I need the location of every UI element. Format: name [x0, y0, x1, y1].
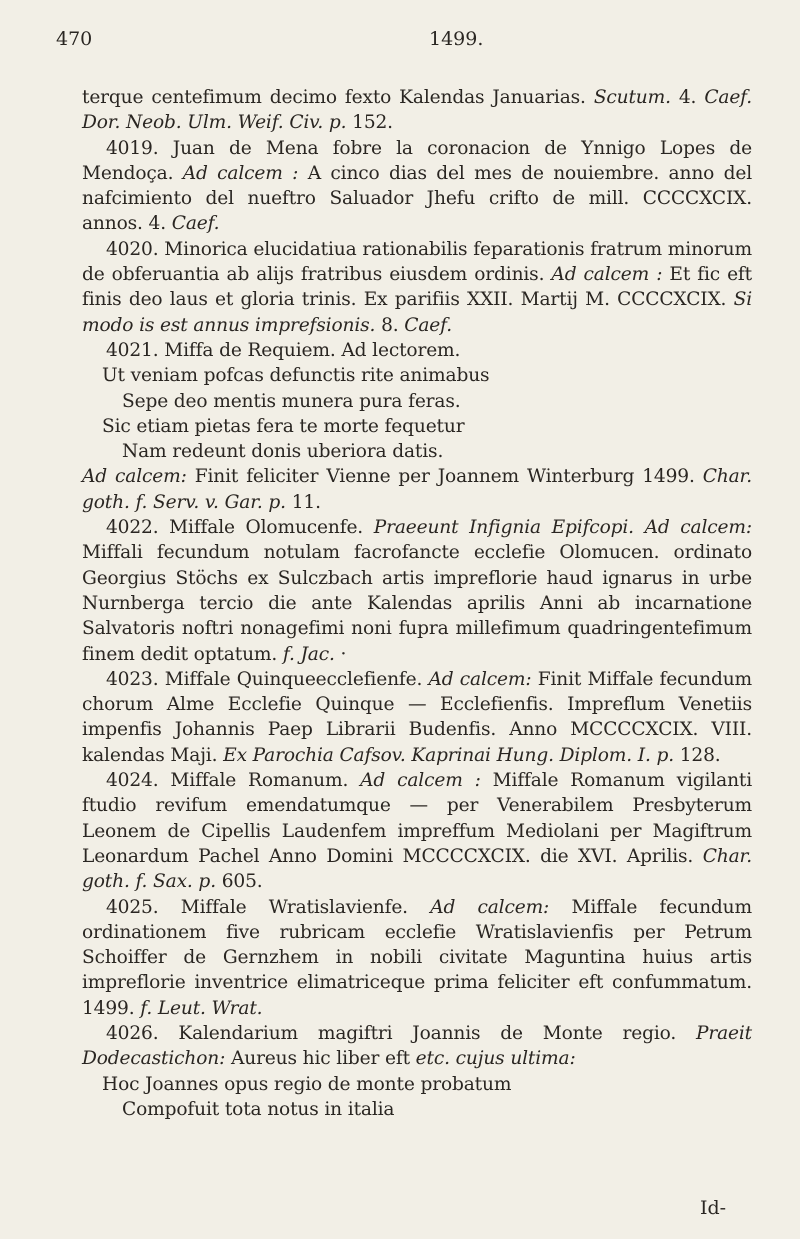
verse-line: Sepe deo mentis munera pura feras.: [122, 390, 461, 412]
catalogue-text: [82, 85, 752, 1122]
entry-4022: 4022. Miffale Olomucenfe. Praeeunt Infignia Epifcopi. Ad calcem: Miffali fecundum notulam facrofancte ecclefie Olomucen. ordinato Georgius Stöchs ex Sulczbach artis impreflorie haud ignarus in urbe Nurnberga tercio die ante Kalendas aprilis Anni ab incarnatione Salvatoris noftri nonagefimi noni fupra millefimum quadringentefimum finem dedit optatum. f. Jac. ·: [82, 517, 752, 665]
entry-4026: 4026. Kalendarium magiftri Joannis de Monte regio. Praeit Dodecastichon: Aureus hic liber eft etc. cujus ultima:: [82, 1022, 752, 1070]
entry-4024: 4024. Miffale Romanum. Ad calcem : Miffale Romanum vigilanti ftudio revifum emendatumque — per Venerabilem Presbyterum Leonem de Cipellis Laudenfem impreffum Mediolani per Magiftrum Leonardum Pachel Anno Domini MCCCCXCIX. die XVI. Aprilis. Char. goth. f. Sax. p. 605.: [82, 770, 753, 893]
running-header: [56, 28, 744, 58]
running-year: 1499.: [429, 28, 484, 50]
verse-line: Nam redeunt donis uberiora datis.: [122, 441, 444, 463]
entry-4021-colophon: Ad calcem: Finit feliciter Vienne per Joannem Winterburg 1499. Char. goth. f. Serv. v. Gar. p. 11.: [82, 466, 753, 513]
verse-line: Compofuit tota notus in italia: [122, 1098, 395, 1120]
entry-4018-continuation: terque centefimum decimo fexto Kalendas Januarias. Scutum. 4. Caef. Dor. Neob. Ulm. Weif. Civ. p. 152.: [82, 87, 753, 134]
verse-line: Ut veniam pofcas defunctis rite animabus: [102, 365, 490, 387]
verse-line: Sic etiam pietas fera te morte fequetur: [102, 415, 465, 437]
entry-4025: 4025. Miffale Wratislavienfe. Ad calcem: Miffale fecundum ordinationem five rubricam ecclefie Wratislavienfis per Petrum Schoiffer de Gernzhem in nobili civitate Maguntina huius artis impreflorie inventrice elimatriceque prima feliciter eft confummatum. 1499. f. Leut. Wrat.: [82, 896, 752, 1019]
verse-line: Hoc Joannes opus regio de monte probatum: [102, 1073, 512, 1095]
entry-4020: 4020. Minorica elucidatiua rationabilis feparationis fratrum minorum de obferuantia ab alijs fratribus eiusdem ordinis. Ad calcem : Et fic eft finis deo laus et gloria trinis. Ex parifiis XXII. Martij M. CCCCXCIX. Si modo is est annus imprefsionis. 8. Caef.: [82, 238, 752, 336]
catchword: Id-: [700, 1197, 727, 1219]
entry-4019: 4019. Juan de Mena fobre la coronacion de Ynnigo Lopes de Mendoça. Ad calcem : A cinco dias del mes de nouiembre. anno del nafcimiento del nueftro Saluador Jhefu crifto de mill. CCCCXCIX. annos. 4. Caef.: [82, 137, 752, 235]
page-number: 470: [56, 28, 93, 50]
entry-4021: 4021. Miffa de Requiem. Ad lectorem.: [106, 339, 461, 361]
entry-4023: 4023. Miffale Quinqueecclefienfe. Ad calcem: Finit Miffale fecundum chorum Alme Ecclefie Quinque — Ecclefienfis. Impreflum Venetiis impenfis Johannis Paep Librarii Budenfis. Anno MCCCCXCIX. VIII. kalendas Maji. Ex Parochia Cafsov. Kaprinai Hung. Diplom. I. p. 128.: [82, 668, 753, 766]
